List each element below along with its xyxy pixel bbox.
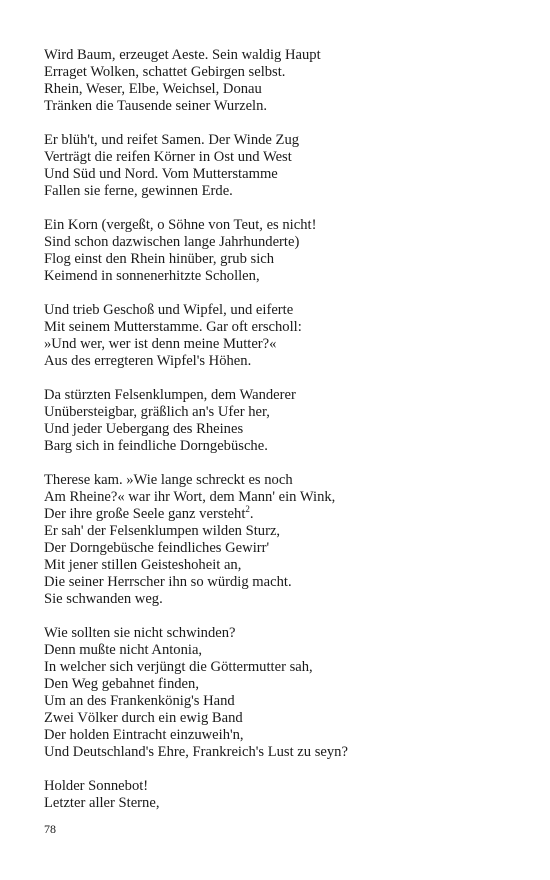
poem-line-text: Fallen sie ferne, gewinnen Erde. [44, 183, 233, 199]
poem-line-text: Mit seinem Mutterstamme. Gar oft erscholl: [44, 319, 302, 335]
poem-line [44, 47, 514, 64]
poem-line [44, 421, 514, 438]
poem-line [44, 268, 514, 285]
poem-line [44, 574, 514, 591]
poem-line-text: Da stürzten Felsenklumpen, dem Wanderer [44, 387, 296, 403]
poem-line-text: Sie schwanden weg. [44, 591, 163, 607]
poem-line [44, 642, 514, 659]
poem-line [44, 676, 514, 693]
poem-line [44, 217, 514, 234]
poem-line [44, 98, 514, 115]
poem-line-text: Therese kam. »Wie lange schreckt es noch [44, 472, 293, 488]
poem-line-text: Mit jener stillen Geisteshoheit an, [44, 557, 242, 573]
poem-line [44, 251, 514, 268]
poem-line-text: Um an des Frankenkönig's Hand [44, 693, 235, 709]
poem-line [44, 778, 514, 795]
poem-line [44, 234, 514, 251]
stanza [44, 778, 514, 812]
poem-line-text: Den Weg gebahnet finden, [44, 676, 199, 692]
poem-line [44, 336, 514, 353]
poem-line-text: In welcher sich verjüngt die Göttermutter sah, [44, 659, 313, 675]
poem-line [44, 557, 514, 574]
stanza [44, 472, 514, 608]
poem-line [44, 659, 514, 676]
poem-line-text: Unübersteigbar, gräßlich an's Ufer her, [44, 404, 270, 420]
poem-line-text: Am Rheine?« war ihr Wort, dem Mann' ein Wink, [44, 489, 336, 505]
poem-line-text: »Und wer, wer ist denn meine Mutter?« [44, 336, 277, 352]
stanza [44, 47, 514, 115]
poem-line [44, 183, 514, 200]
poem-line-text: Flog einst den Rhein hinüber, grub sich [44, 251, 275, 267]
poem-line-text: Sind schon dazwischen lange Jahrhunderte) [44, 234, 300, 250]
poem-line-text: Und Deutschland's Ehre, Frankreich's Lust zu seyn? [44, 744, 348, 760]
poem-line-text: Der holden Eintracht einzuweih'n, [44, 727, 244, 743]
poem-line [44, 489, 514, 506]
poem-line [44, 302, 514, 319]
poem-line [44, 166, 514, 183]
poem-line [44, 472, 514, 489]
poem-line [44, 319, 514, 336]
poem-line-text: Keimend in sonnenerhitzte Schollen, [44, 268, 260, 284]
poem-line [44, 506, 514, 523]
poem-line [44, 523, 514, 540]
poem-line-text: Holder Sonnebot! [44, 778, 149, 794]
poem-line [44, 64, 514, 81]
poem-line-text: Er sah' der Felsenklumpen wilden Sturz, [44, 523, 281, 539]
poem-line [44, 387, 514, 404]
stanza [44, 302, 514, 370]
poem-line [44, 438, 514, 455]
poem-line-text: Rhein, Weser, Elbe, Weichsel, Donau [44, 81, 262, 97]
stanza [44, 625, 514, 761]
stanza [44, 387, 514, 455]
poem-line [44, 693, 514, 710]
poem-line-text: Der ihre große Seele ganz versteht [44, 506, 246, 522]
poem-line [44, 81, 514, 98]
poem-line [44, 540, 514, 557]
poem-line-text: Verträgt die reifen Körner in Ost und West [44, 149, 292, 165]
poem-line-text: Tränken die Tausende seiner Wurzeln. [44, 98, 268, 114]
poem-line [44, 591, 514, 608]
poem-line-text: Zwei Völker durch ein ewig Band [44, 710, 243, 726]
poem-line-text: Und jeder Uebergang des Rheines [44, 421, 244, 437]
poem-line [44, 710, 514, 727]
poem-line [44, 132, 514, 149]
poem-line [44, 795, 514, 812]
poem-line [44, 353, 514, 370]
poem-line [44, 744, 514, 761]
poem-line-text: Er blüh't, und reifet Samen. Der Winde Zug [44, 132, 300, 148]
poem-line-text: Der Dorngebüsche feindliches Gewirr' [44, 540, 270, 556]
poem-line [44, 149, 514, 166]
poem-text [44, 47, 514, 829]
page-number: 78 [44, 822, 56, 836]
poem-line-text: Erraget Wolken, schattet Gebirgen selbst. [44, 64, 286, 80]
footnote-mark: 2 [245, 504, 250, 515]
poem-line-text: Die seiner Herrscher ihn so würdig macht. [44, 574, 292, 590]
poem-line [44, 727, 514, 744]
stanza [44, 217, 514, 285]
poem-line-text: Und trieb Geschoß und Wipfel, und eiferte [44, 302, 294, 318]
poem-line [44, 404, 514, 421]
poem-line-text: Wie sollten sie nicht schwinden? [44, 625, 236, 641]
poem-line-text: Aus des erregteren Wipfel's Höhen. [44, 353, 252, 369]
poem-line-text: Denn mußte nicht Antonia, [44, 642, 203, 658]
footnote-trailing-punctuation: . [249, 506, 254, 522]
poem-line-text: Letzter aller Sterne, [44, 795, 160, 811]
poem-line-text: Wird Baum, erzeuget Aeste. Sein waldig Haupt [44, 47, 321, 63]
poem-line-text: Und Süd und Nord. Vom Mutterstamme [44, 166, 278, 182]
stanza [44, 132, 514, 200]
poem-line [44, 625, 514, 642]
poem-line-text: Barg sich in feindliche Dorngebüsche. [44, 438, 268, 454]
poem-line-text: Ein Korn (vergeßt, o Söhne von Teut, es nicht! [44, 217, 317, 233]
